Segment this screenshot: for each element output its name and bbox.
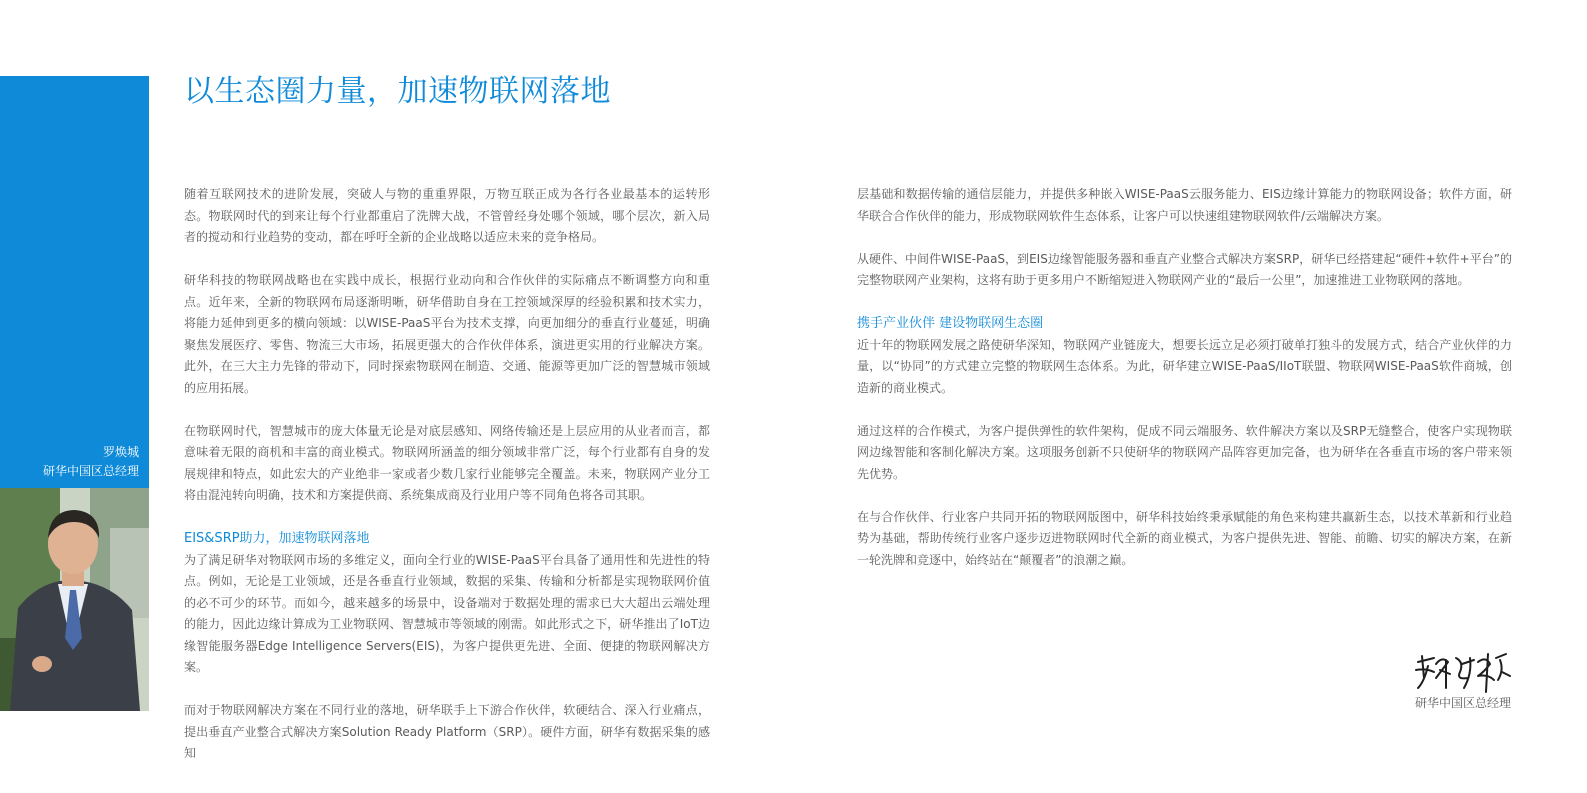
paragraph: 层基础和数据传输的通信层能力，并提供多种嵌入WISE-PaaS云服务能力、EIS边缘计算能力的物联网设备；软件方面，研华联合合作伙伴的能力，形成物联网软件生态体系，让客户可以快速组建物联网软件/云端解决方案。 (857, 187, 1512, 223)
signature-title: 研华中国区总经理 (1415, 696, 1512, 710)
author-title: 研华中国区总经理 (42, 464, 139, 478)
paragraph: 在物联网时代，智慧城市的庞大体量无论是对底层感知、网络传输还是上层应用的从业者而言，都意味着无限的商机和丰富的商业模式。物联网所涵盖的细分领域非常广泛，每个行业都有自身的发展规律和特点，如此宏大的产业绝非一家或者少数几家行业能够完全覆盖。未来，物联网产业分工将由混沌转向明确，技术和方案提供商、系统集成商及行业用户等不同角色将各司其职。 (184, 423, 710, 502)
paragraph: 通过这样的合作模式，为客户提供弹性的软件架构，促成不同云端服务、软件解决方案以及SRP无缝整合，使客户实现物联网边缘智能和客制化解决方案。这项服务创新不只使研华的物联网产品阵容更加完备，也为研华在各垂直市场的客户带来领先优势。 (857, 423, 1512, 481)
paragraph: 而对于物联网解决方案在不同行业的落地，研华联手上下游合作伙伴，软硬结合、深入行业痛点，提出垂直产业整合式解决方案Solution Ready Platform（SRP）。硬件方面，研华有数据采集的感知 (184, 703, 710, 760)
paragraph: 在与合作伙伴、行业客户共同开拓的物联网版图中，研华科技始终秉承赋能的角色来构建共赢新生态，以技术革新和行业趋势为基础，帮助传统行业客户逐步迈进物联网时代全新的商业模式，为客户提供先进、智能、前瞻、切实的解决方案，在新一轮洗牌和竞逐中，始终站在“颠覆者”的浪潮之巅。 (857, 509, 1512, 567)
paragraph: 随着互联网技术的进阶发展，突破人与物的重重界限，万物互联正成为各行各业最基本的运转形态。物联网时代的到来让每个行业都重启了洗牌大战，不管曾经身处哪个领域，哪个层次，新入局者的搅动和行业趋势的变动，都在呼吁全新的企业战略以适应未来的竞争格局。 (184, 187, 710, 244)
paragraph: 为了满足研华对物联网市场的多维定义，面向全行业的WISE-PaaS平台具备了通用性和先进性的特点。例如，无论是工业领域，还是各垂直行业领域，数据的采集、传输和分析都是实现物联网价值的必不可少的环节。而如今，越来越多的场景中，设备端对于数据处理的需求已大大超出云端处理的能力，因此边缘计算成为工业物联网、智慧城市等领域的刚需。如此形式之下，研华推出了IoT边缘智能服务器Edge Intelligence Servers(EIS)，为客户提供更先进、全面、便捷的物联网解决方案。 (184, 552, 710, 674)
author-portrait (0, 488, 149, 711)
article-column-left (184, 184, 710, 786)
portrait-caption (43, 443, 139, 481)
page-headline: 以生态圈力量，加速物联网落地 (184, 74, 611, 109)
handwritten-signature (1412, 648, 1512, 694)
section-heading: EIS&SRP助力，加速物联网落地 (184, 531, 370, 546)
paragraph: 近十年的物联网发展之路使研华深知，物联网产业链庞大，想要长远立足必须打破单打独斗的发展方式，结合产业伙伴的力量，以“协同”的方式建立完整的物联网生态体系。为此，研华建立WISE-PaaS/IIoT联盟、物联网WISE-PaaS软件商城，创造新的商业模式。 (857, 337, 1512, 395)
author-name: 罗焕城 (102, 445, 139, 459)
section-heading: 携手产业伙伴 建设物联网生态圈 (857, 316, 1044, 331)
article-column-right (857, 184, 1512, 593)
paragraph: 从硬件、中间件WISE-PaaS，到EIS边缘智能服务器和垂直产业整合式解决方案SRP，研华已经搭建起“硬件+软件+平台”的完整物联网产业架构，这将有助于更多用户不断缩短进入物联网产业的“最后一公里”，加速推进工业物联网的落地。 (857, 251, 1512, 287)
sidebar-accent-band (0, 76, 149, 488)
paragraph: 研华科技的物联网战略也在实践中成长，根据行业动向和合作伙伴的实际痛点不断调整方向和重点。近年来，全新的物联网布局逐渐明晰，研华借助自身在工控领域深厚的经验积累和技术实力，将能力延伸到更多的横向领域：以WISE-PaaS平台为技术支撑，向更加细分的垂直行业蔓延，明确聚焦发展医疗、零售、物流三大市场，拓展更强大的合作伙伴体系，演进更实用的行业解决方案。此外，在三大主力先锋的带动下，同时探索物联网在制造、交通、能源等更加广泛的智慧城市领域的应用拓展。 (184, 273, 710, 395)
